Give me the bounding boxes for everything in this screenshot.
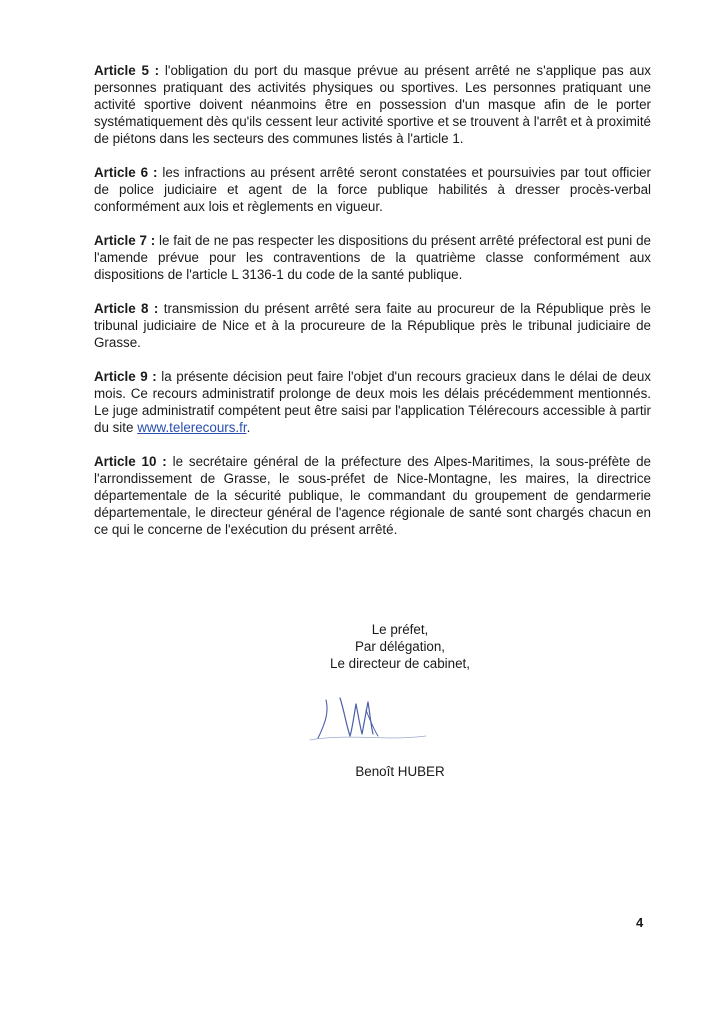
signatory-role: Le directeur de cabinet, bbox=[330, 656, 470, 671]
article-5 bbox=[94, 62, 651, 147]
article-text: la présente décision peut faire l'objet d'un recours gracieux dans le délai de deux mois. Ce recours administratif prolonge de deux mois les délais précédemment mentionnés. Le juge administratif compétent peut être saisi par l'application Télérecours accessible à partir du site bbox=[94, 369, 651, 435]
signatory-title: Le préfet, bbox=[371, 622, 429, 637]
signer-name: Benoît HUBER bbox=[355, 764, 445, 779]
signature-block bbox=[290, 621, 510, 672]
article-8 bbox=[94, 300, 651, 351]
article-10 bbox=[94, 453, 651, 538]
article-text: les infractions au présent arrêté seront constatées et poursuivies par tout officier de police judiciaire et agent de la force publique habilités à dresser procès-verbal conformément aux lois et règlements en vigueur. bbox=[94, 165, 651, 214]
article-label: Article 10 : bbox=[94, 454, 167, 469]
telerecours-link[interactable]: www.telerecours.fr bbox=[137, 420, 247, 435]
article-6 bbox=[94, 164, 651, 215]
handwritten-signature bbox=[300, 690, 430, 750]
article-9 bbox=[94, 368, 651, 436]
delegation-line: Par délégation, bbox=[354, 639, 446, 654]
article-text-suffix: . bbox=[246, 420, 251, 435]
article-label: Article 7 : bbox=[94, 233, 156, 248]
article-text: l'obligation du port du masque prévue au présent arrêté ne s'applique pas aux personnes pratiquant des activités physiques ou sportives. Les personnes pratiquant une activité sportive doivent néanmoins être en possession d'un masque afin de le porter systématiquement dès qu'ils cessent leur activité sportive et se trouvent à l'arrêt et à proximité de piétons dans les secteurs des communes listés à l'article 1. bbox=[94, 63, 651, 146]
article-label: Article 9 : bbox=[94, 369, 157, 384]
article-label: Article 5 : bbox=[94, 63, 160, 78]
article-label: Article 8 : bbox=[94, 301, 159, 316]
articles-section bbox=[94, 62, 651, 555]
article-label: Article 6 : bbox=[94, 165, 158, 180]
page-number: 4 bbox=[636, 915, 644, 930]
article-text: le fait de ne pas respecter les dispositions du présent arrêté préfectoral est puni de l'amende prévue pour les contraventions de la quatrième classe conformément aux dispositions de l'article L 3136-1 du code de la santé publique. bbox=[94, 233, 651, 282]
article-text: transmission du présent arrêté sera faite au procureur de la République près le tribunal judiciaire de Nice et à la procureure de la République près le tribunal judiciaire de Grasse. bbox=[94, 301, 651, 350]
article-7 bbox=[94, 232, 651, 283]
article-text: le secrétaire général de la préfecture des Alpes-Maritimes, la sous-préfète de l'arrondissement de Grasse, le sous-préfet de Nice-Montagne, les maires, la directrice départementale de la sécurité publique, le commandant du groupement de gendarmerie départementale, le directeur général de l'agence régionale de santé sont chargés chacun en ce qui le concerne de l'exécution du présent arrêté. bbox=[94, 454, 651, 537]
